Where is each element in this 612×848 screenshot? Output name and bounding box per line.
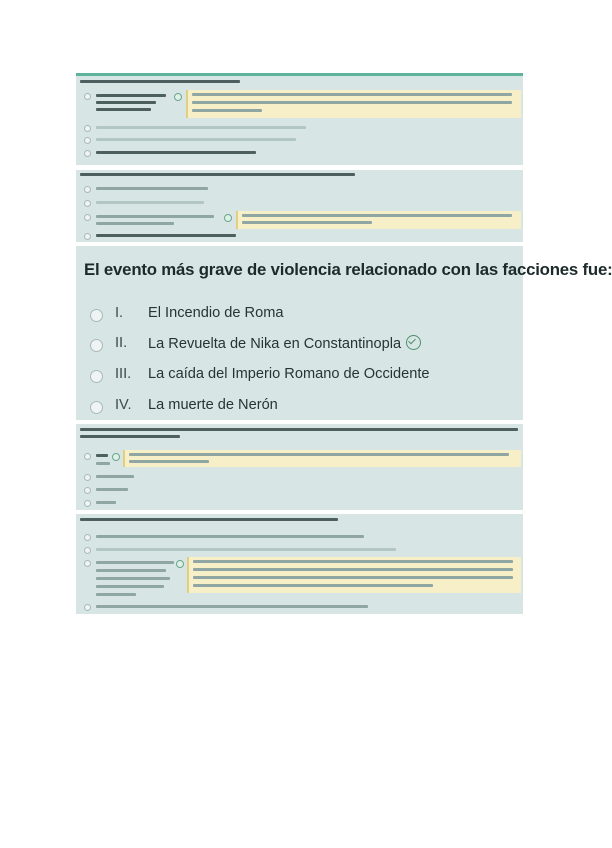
option-text-line [96, 605, 368, 608]
option-radio[interactable] [84, 233, 91, 240]
option-text: La muerte de Nerón [148, 397, 278, 413]
option-number: III. [115, 366, 132, 382]
feedback-box [186, 90, 521, 118]
option-text: El Incendio de Roma [148, 305, 284, 321]
accent-bar [76, 73, 523, 76]
option-radio[interactable] [84, 474, 91, 481]
question-text-line [80, 428, 518, 431]
question-text-line [80, 518, 338, 521]
option-number: IV. [115, 397, 132, 413]
option-text-line [96, 569, 166, 572]
option-radio[interactable] [84, 547, 91, 554]
option-text-line [96, 138, 296, 141]
option-text-line [96, 126, 306, 129]
option-radio[interactable] [90, 339, 103, 352]
feedback-box [187, 557, 521, 593]
option-text-wrap [148, 335, 421, 352]
option-radio[interactable] [84, 200, 91, 207]
correct-check-icon [406, 335, 421, 350]
question-block-2 [76, 170, 523, 242]
option-text: La Revuelta de Nika en Constantinopla [148, 336, 402, 352]
question-block-1 [76, 73, 523, 165]
option-text-line [96, 201, 204, 204]
option-text-line [96, 187, 208, 190]
option-radio[interactable] [84, 214, 91, 221]
option-text-line [96, 215, 214, 218]
option-text-line [96, 151, 256, 154]
option-text-line [96, 585, 164, 588]
option-text-line [96, 94, 166, 97]
question-block-4 [76, 424, 523, 510]
option-radio[interactable] [90, 401, 103, 414]
question-text-line [80, 435, 180, 438]
question-block-3 [76, 246, 612, 420]
option-text: La caída del Imperio Romano de Occidente [148, 366, 430, 382]
option-radio[interactable] [84, 604, 91, 611]
option-text-line [96, 593, 136, 596]
option-text-line [96, 462, 110, 465]
correct-check-icon [176, 560, 184, 568]
option-text-line [96, 535, 364, 538]
question-text: El evento más grave de violencia relacionado con las facciones fue: [84, 260, 612, 279]
option-text-line [96, 577, 170, 580]
option-radio[interactable] [84, 500, 91, 507]
option-number: I. [115, 305, 124, 321]
feedback-box [236, 211, 521, 229]
option-radio[interactable] [90, 370, 103, 383]
question-block-5 [76, 514, 523, 614]
option-radio[interactable] [84, 93, 91, 100]
option-text-line [96, 108, 151, 111]
correct-check-icon [224, 214, 232, 222]
option-radio[interactable] [84, 534, 91, 541]
correct-check-icon [112, 453, 120, 461]
option-text-line [96, 501, 116, 504]
option-text-line [96, 234, 236, 237]
option-radio[interactable] [84, 560, 91, 567]
option-radio[interactable] [84, 186, 91, 193]
question-text-line [80, 173, 355, 176]
option-number: II. [115, 335, 128, 351]
option-text-line [96, 561, 174, 564]
option-text-line [96, 222, 174, 225]
option-text-line [96, 488, 128, 491]
option-radio[interactable] [84, 487, 91, 494]
question-text-line [80, 80, 240, 83]
option-radio[interactable] [84, 453, 91, 460]
option-radio[interactable] [90, 309, 103, 322]
option-text-line [96, 101, 156, 104]
option-radio[interactable] [84, 137, 91, 144]
option-text-line [96, 548, 396, 551]
option-radio[interactable] [84, 150, 91, 157]
option-radio[interactable] [84, 125, 91, 132]
option-text-line [96, 454, 108, 457]
feedback-box [123, 450, 521, 467]
option-text-line [96, 475, 134, 478]
correct-check-icon [174, 93, 182, 101]
